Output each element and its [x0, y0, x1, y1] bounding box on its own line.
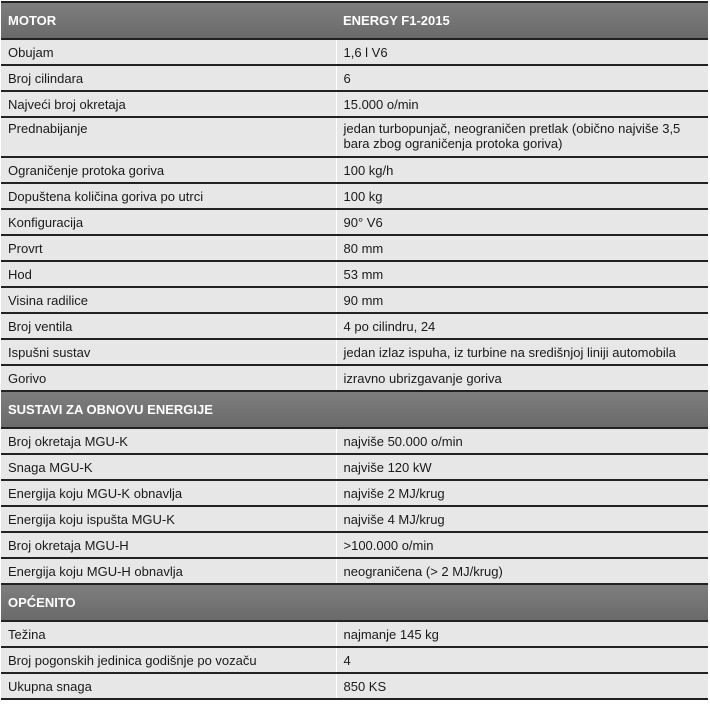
row-label: Obujam	[1, 39, 336, 65]
row-value: 4	[336, 647, 708, 673]
table-row	[1, 39, 708, 65]
row-value: neograničena (> 2 MJ/krug)	[336, 558, 708, 584]
row-label: Težina	[1, 621, 336, 647]
table-row	[1, 183, 708, 209]
row-value: 80 mm	[336, 235, 708, 261]
engine-spec-table	[1, 1, 708, 700]
table-row	[1, 621, 708, 647]
row-label: Broj ventila	[1, 313, 336, 339]
row-value: najviše 2 MJ/krug	[336, 480, 708, 506]
row-value: 53 mm	[336, 261, 708, 287]
row-value: najviše 4 MJ/krug	[336, 506, 708, 532]
row-label: Prednabijanje	[1, 117, 336, 157]
spec-table-body	[1, 2, 708, 699]
table-row	[1, 365, 708, 391]
row-label: Ograničenje protoka goriva	[1, 157, 336, 183]
row-label: Visina radilice	[1, 287, 336, 313]
table-row	[1, 65, 708, 91]
table-row	[1, 261, 708, 287]
table-row	[1, 209, 708, 235]
row-value: najmanje 145 kg	[336, 621, 708, 647]
row-value: 100 kg	[336, 183, 708, 209]
table-row	[1, 558, 708, 584]
row-value: izravno ubrizgavanje goriva	[336, 365, 708, 391]
row-value: 15.000 o/min	[336, 91, 708, 117]
row-value: 90° V6	[336, 209, 708, 235]
table-row	[1, 506, 708, 532]
row-value: najviše 50.000 o/min	[336, 428, 708, 454]
section-header-energy-recovery	[1, 391, 708, 428]
table-row	[1, 339, 708, 365]
row-label: Najveći broj okretaja	[1, 91, 336, 117]
table-row	[1, 235, 708, 261]
row-value: 850 KS	[336, 673, 708, 699]
table-row	[1, 117, 708, 157]
row-label: Snaga MGU-K	[1, 454, 336, 480]
table-row	[1, 157, 708, 183]
table-row	[1, 647, 708, 673]
row-label: Ukupna snaga	[1, 673, 336, 699]
row-value: 90 mm	[336, 287, 708, 313]
row-label: Gorivo	[1, 365, 336, 391]
table-row	[1, 287, 708, 313]
row-value: jedan izlaz ispuha, iz turbine na središnjoj liniji automobila	[336, 339, 708, 365]
row-label: Broj okretaja MGU-H	[1, 532, 336, 558]
section-title: SUSTAVI ZA OBNOVU ENERGIJE	[1, 391, 336, 428]
section-header-value	[336, 584, 708, 621]
table-row	[1, 532, 708, 558]
row-label: Dopuštena količina goriva po utrci	[1, 183, 336, 209]
row-label: Broj pogonskih jedinica godišnje po vozaču	[1, 647, 336, 673]
row-label: Provrt	[1, 235, 336, 261]
row-value: 1,6 l V6	[336, 39, 708, 65]
table-row	[1, 91, 708, 117]
row-value: 100 kg/h	[336, 157, 708, 183]
section-header-general	[1, 584, 708, 621]
section-title: OPĆENITO	[1, 584, 336, 621]
row-value: jedan turbopunjač, neograničen pretlak (obično najviše 3,5 bara zbog ograničenja protoka goriva)	[336, 117, 708, 157]
row-value: najviše 120 kW	[336, 454, 708, 480]
row-label: Hod	[1, 261, 336, 287]
row-value: >100.000 o/min	[336, 532, 708, 558]
row-value: 4 po cilindru, 24	[336, 313, 708, 339]
row-value: 6	[336, 65, 708, 91]
row-label: Energija koju ispušta MGU-K	[1, 506, 336, 532]
section-header-value: ENERGY F1-2015	[336, 2, 708, 39]
table-row	[1, 673, 708, 699]
table-row	[1, 428, 708, 454]
row-label: Ispušni sustav	[1, 339, 336, 365]
row-label: Broj okretaja MGU-K	[1, 428, 336, 454]
row-label: Energija koju MGU-K obnavlja	[1, 480, 336, 506]
table-row	[1, 313, 708, 339]
table-row	[1, 454, 708, 480]
table-row	[1, 480, 708, 506]
row-label: Energija koju MGU-H obnavlja	[1, 558, 336, 584]
section-title: MOTOR	[1, 2, 336, 39]
row-label: Broj cilindara	[1, 65, 336, 91]
row-label: Konfiguracija	[1, 209, 336, 235]
section-header-motor	[1, 2, 708, 39]
section-header-value	[336, 391, 708, 428]
